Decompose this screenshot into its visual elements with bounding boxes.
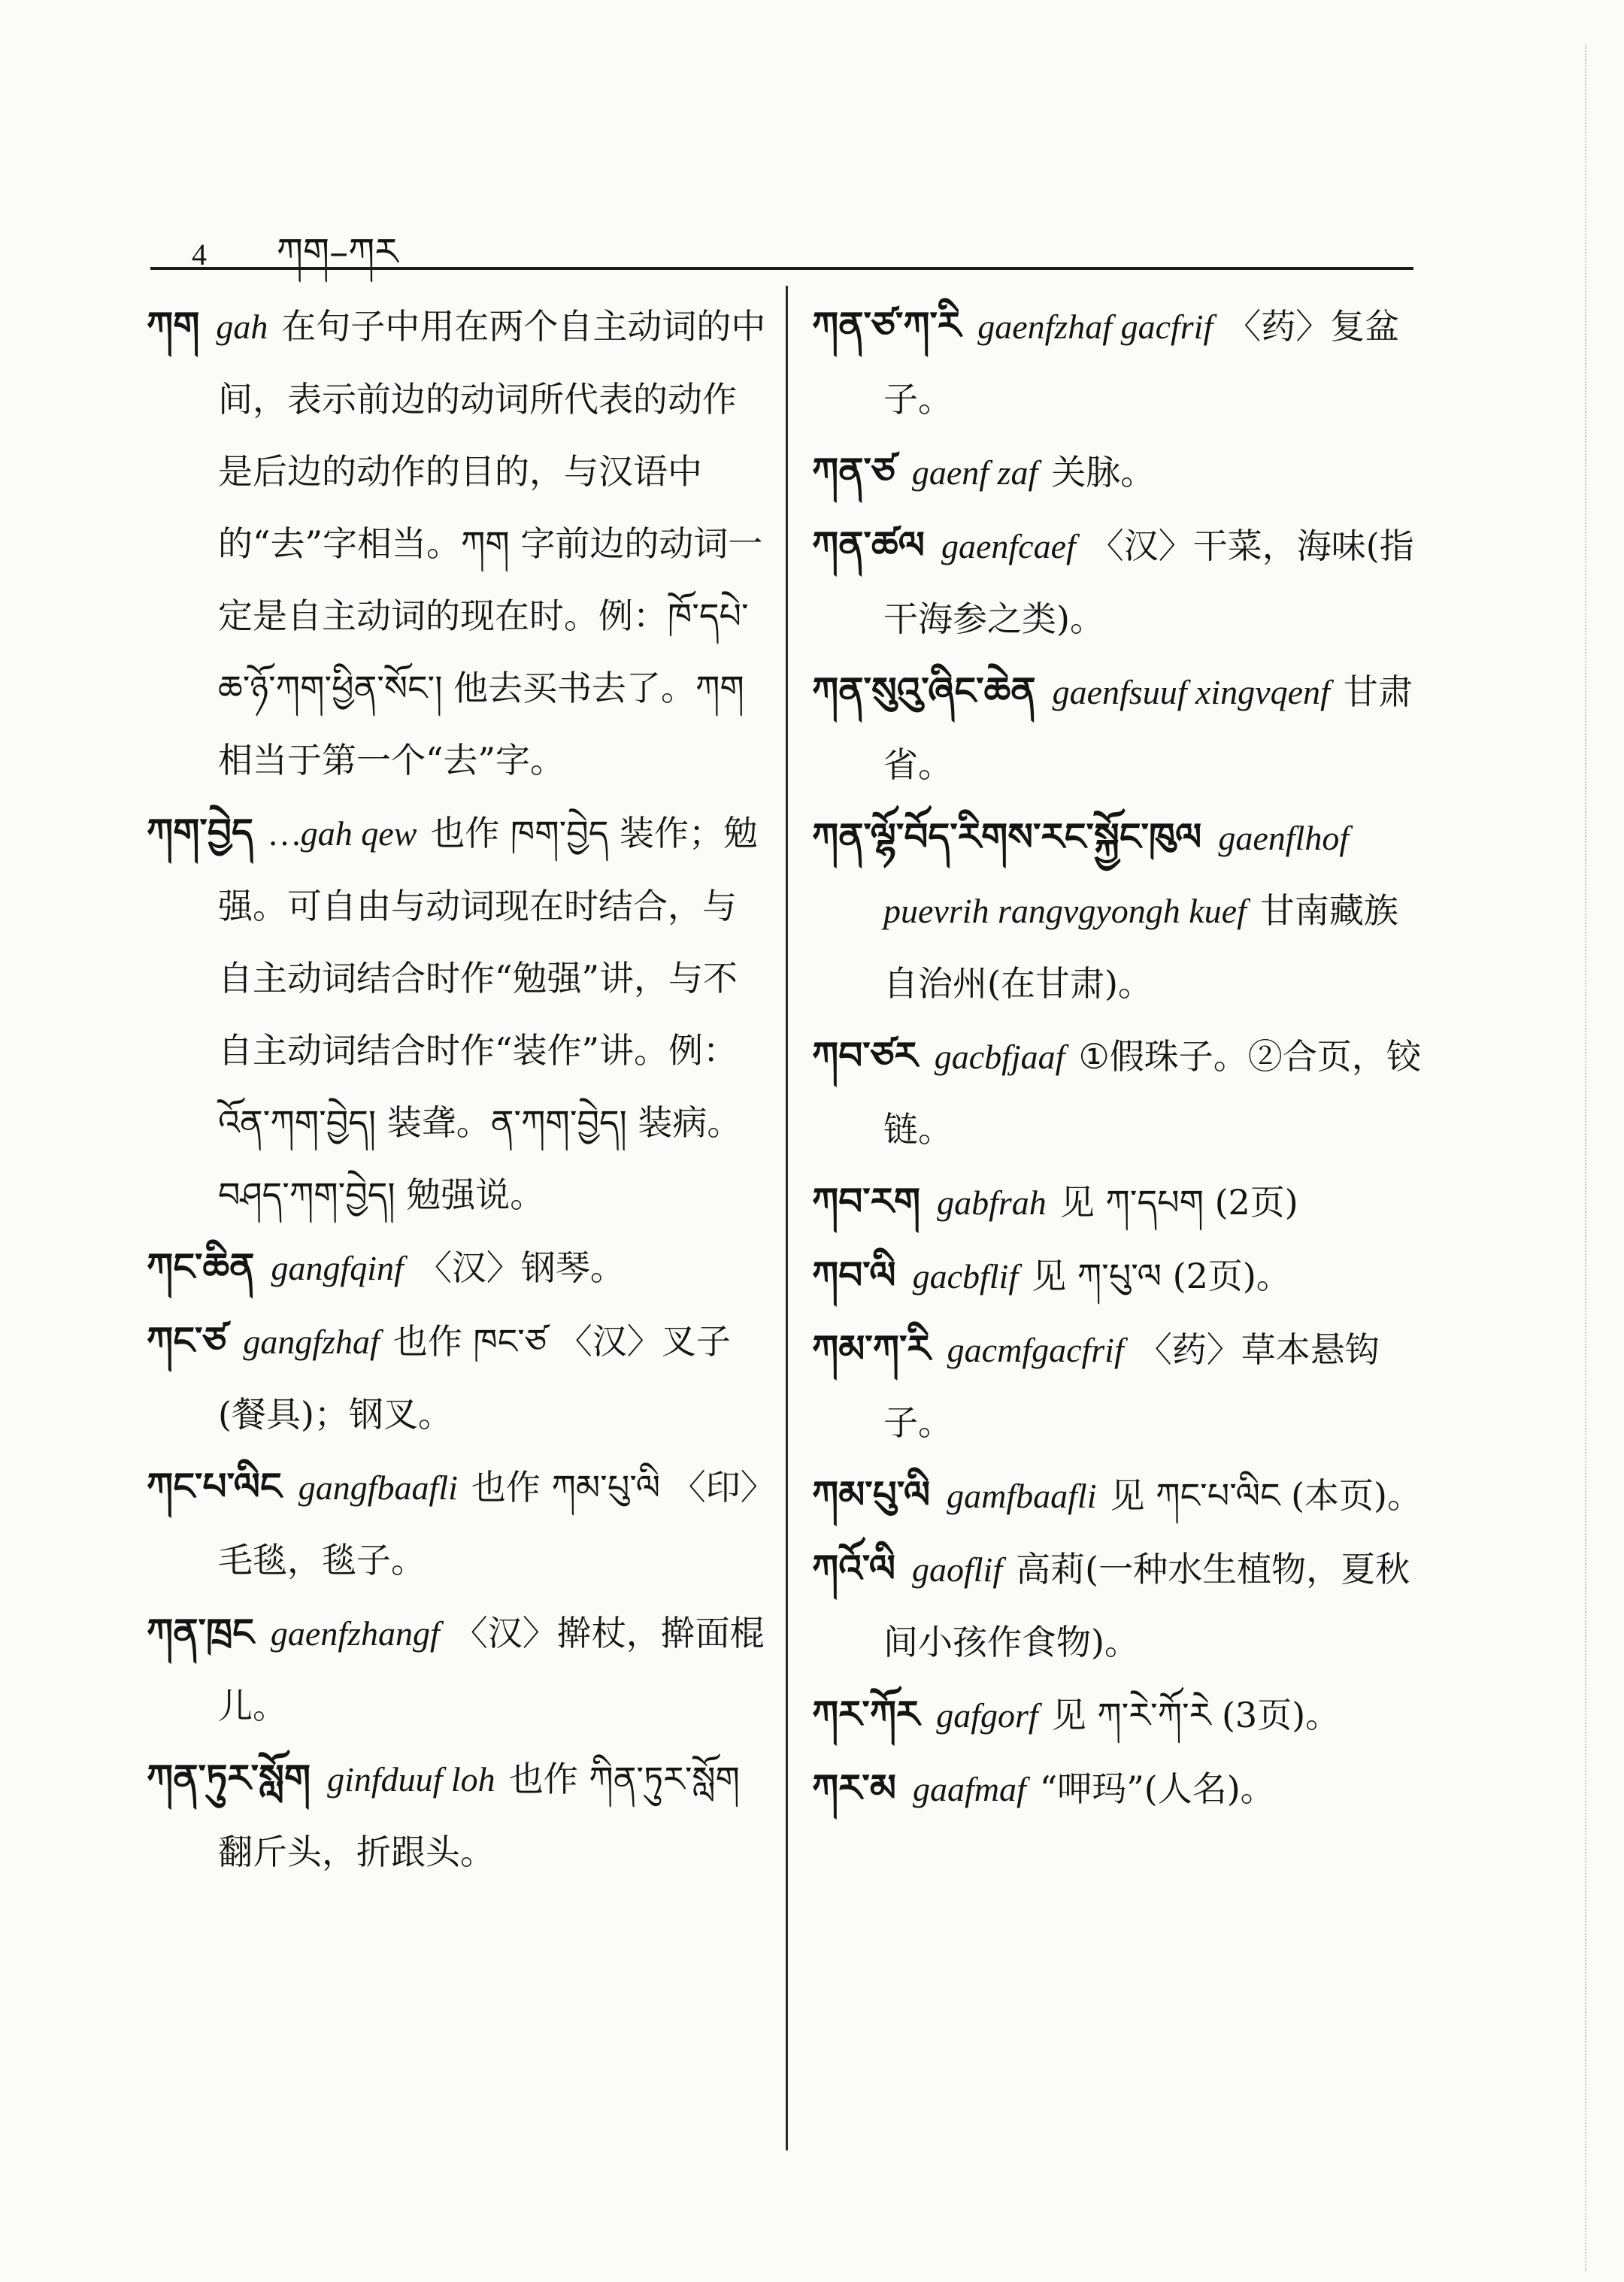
entry-headword: ཀབ་རག	[812, 1179, 921, 1223]
dictionary-entry	[812, 1165, 1432, 1239]
dictionary-entry	[812, 1532, 1432, 1678]
dictionary-entry	[812, 655, 1432, 801]
entry-romanization: gaenflhof puevrih rangvgyongh kuef	[883, 819, 1350, 930]
entry-headword: ཀན་ཙ་ཀ་རི	[812, 303, 962, 347]
entry-definition: 也作 ཀིན་ཏུར་སློག 翻斤头，折跟头。	[218, 1759, 740, 1872]
entry-romanization: gaenfcaef	[941, 527, 1076, 565]
entry-headword: ཀན་ཁྲང	[147, 1610, 254, 1654]
entry-headword: ཀན་ལྷོ་བོད་རིགས་རང་སྐྱོང་ཁུལ	[812, 814, 1202, 859]
entry-headword: ཀང་ཆིན	[147, 1244, 255, 1289]
scan-margin-marks	[1585, 45, 1616, 2271]
dictionary-entry	[812, 1752, 1432, 1826]
dictionary-entry	[147, 1742, 767, 1888]
entry-romanization: gangfzhaf	[243, 1323, 380, 1361]
dictionary-entry	[812, 1239, 1432, 1313]
entry-headword: ཀར་ཀོར	[812, 1692, 920, 1736]
dictionary-entry	[812, 1678, 1432, 1752]
entry-romanization: ginfduuf loh	[327, 1760, 495, 1799]
dictionary-entry	[812, 1020, 1432, 1165]
entry-definition: 见 ཀ་པུ་ལ (2页)。	[1032, 1256, 1291, 1296]
entry-headword: ཀམ་ཀ་རི	[812, 1326, 931, 1371]
entry-headword: ཀག་བྱེད	[147, 810, 253, 854]
dictionary-entry	[147, 796, 767, 1231]
dictionary-entry	[812, 289, 1432, 435]
entry-definition: 高莉(一种水生植物，夏秋间小孩作食物)。	[883, 1549, 1410, 1662]
entry-romanization: gacmfgacfrif	[947, 1331, 1124, 1369]
entry-headword: ཀར་མ	[812, 1765, 896, 1810]
dictionary-entry	[812, 801, 1432, 1020]
entry-romanization: gaenfsuuf xingvqenf	[1052, 673, 1330, 711]
entry-definition: 〈汉〉钢琴。	[417, 1247, 625, 1288]
entry-definition: 〈药〉复盆子。	[883, 306, 1400, 420]
entry-definition: 甘南藏族自治州(在甘肃)。	[883, 890, 1398, 1004]
entry-definition: ①假珠子。②合页，铰链。	[883, 1036, 1421, 1150]
dictionary-entry	[812, 1459, 1432, 1532]
entry-definition: 关脉。	[1051, 452, 1156, 492]
entry-definition: 〈汉〉擀杖，擀面棍儿。	[218, 1613, 765, 1726]
entry-headword: ཀམ་པུ་ལི	[812, 1472, 931, 1517]
entry-romanization: gaafmaf	[912, 1770, 1026, 1808]
dictionary-entry	[147, 1450, 767, 1596]
entry-definition: “呷玛”(人名)。	[1039, 1768, 1275, 1809]
entry-headword: ཀན་ཏུར་སློག	[147, 1756, 311, 1800]
entry-headword: ཀའོ་ལི	[812, 1546, 895, 1590]
entry-definition: 〈药〉草本悬钩子。	[883, 1329, 1380, 1443]
entry-headword: ཀན་ཚལ	[812, 523, 925, 567]
entry-romanization: gacbfjaaf	[934, 1038, 1065, 1076]
entry-definition: 见 ཀང་པ་ལིང (本页)。	[1110, 1475, 1423, 1516]
dictionary-entry	[147, 1231, 767, 1305]
guide-words: ཀག–ཀར	[276, 230, 398, 274]
entry-romanization: gacbflif	[912, 1257, 1019, 1296]
dictionary-entry	[147, 289, 767, 796]
entry-definition: 也作 ཁག་བྱེད 装作；勉强。可自由与动词现在时结合，与自主动词结合时作“勉强”讲，与不自主动词结合时作“装作”讲。例：འོན་ཀག་བྱེད། 装聋。ན་ཀག་བྱེད། 装病。བཤད་ཀག་བྱེད། 勉强说。	[218, 813, 759, 1215]
page-number: 4	[192, 238, 207, 271]
entry-definition: 甘肃省。	[883, 671, 1413, 785]
entry-romanization: gaenfzhangf	[270, 1614, 440, 1653]
dictionary-entry	[812, 1313, 1432, 1459]
entry-headword: ཀག	[147, 303, 200, 347]
entry-headword: ཀང་པ་ལིང	[147, 1464, 282, 1508]
entry-romanization: gangfqinf	[271, 1249, 404, 1287]
entry-romanization: gamfbaafli	[947, 1477, 1097, 1515]
entry-definition: 见 ཀ་རེ་ཀོ་རེ (3页)。	[1051, 1695, 1341, 1735]
entry-romanization: …gah qew	[269, 814, 417, 853]
entry-definition: 也作 ཀམ་པུ་ལི 〈印〉毛毯，毯子。	[218, 1467, 758, 1580]
column-divider	[786, 286, 788, 2150]
entry-romanization: gaenf zaf	[911, 453, 1038, 492]
entry-headword: ཀན་ཙ	[812, 449, 895, 493]
entry-romanization: gaenfzhaf gacfrif	[977, 308, 1213, 346]
entry-definition: 也作 ཁང་ཙ 〈汉〉叉子(餐具)；钢叉。	[218, 1321, 731, 1435]
entry-definition: 〈汉〉干菜，海味(指干海参之类)。	[883, 526, 1414, 639]
entry-headword: ཀབ་ལི	[812, 1253, 896, 1297]
right-column	[812, 289, 1432, 1826]
header-rule	[150, 267, 1413, 270]
entry-headword: ཀང་ཙ	[147, 1318, 227, 1362]
entry-headword: ཀབ་ཙར	[812, 1033, 918, 1077]
dictionary-entry	[812, 435, 1432, 509]
entry-romanization: gangfbaafli	[298, 1468, 458, 1507]
entry-definition: 见 ཀ་དཔག (2页)	[1059, 1182, 1298, 1223]
entry-romanization: gafgorf	[936, 1696, 1038, 1735]
entry-headword: ཀན་སུའུ་ཞིང་ཆེན	[812, 668, 1036, 713]
dictionary-entry	[147, 1305, 767, 1450]
entry-definition: 在句子中用在两个自主动词的中间，表示前边的动词所代表的动作是后边的动作的目的，与汉语中的“去”字相当。ཀག 字前边的动词一定是自主动词的现在时。例：ཁོ་དཔེ་ཆ་ཉོ་ཀག་ཕྱིན་སོང་། 他去买书去了。ཀག相当于第一个“去”字。	[218, 306, 766, 780]
left-column	[147, 289, 767, 1888]
dictionary-entry	[147, 1596, 767, 1742]
entry-romanization: gaoflif	[912, 1550, 1003, 1589]
dictionary-entry	[812, 509, 1432, 655]
entry-romanization: gabfrah	[937, 1183, 1047, 1222]
entry-romanization: gah	[216, 308, 268, 346]
